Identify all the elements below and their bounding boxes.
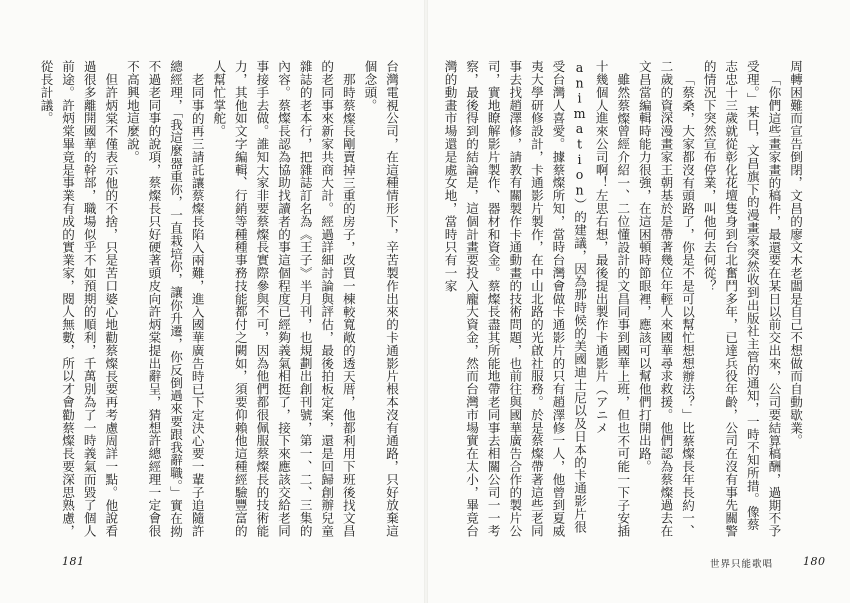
left-paragraph-3: 老同事的再三請託讓蔡燦長陷入兩難，進入國華廣告時已下定決心要一輩子追隨許總經理，「我這麼器重你，一直栽培你，讓你升遷，你反倒過來要跟我辭職。」實在拗不過老同事的說項，蔡燦長只好硬著頭皮向許炳棠提出辭呈，猜想許總經理一定會很不高興地這麼說。: [124, 60, 205, 538]
right-paragraph-4: 雖然蔡燦曾經介紹一、二位懂設計的文昌同事到國華上班，但也不可能一下子安插十幾個人進來公司啊！左思右想，最後提出製作卡通影片（アニメanimation）的建議，因為那時候的美國迪士尼以及日本的卡通影片很受台灣人喜愛。據蔡燦所知，當時台灣會做卡通影片的只有趙澤修一人，他曾到夏威夷大學研修設計，卡通影片製作，在中山北路的光啟社服務。於是蔡燦帶著這些老同事去找趙澤修，請教有關製作卡通動畫的技術問題，也前往與國華廣告合作的製片公司，實地瞭解影片製作、器材和資金。蔡燦長盡其所能地帶老同事去相關公司一一考察，最後得到的結論是，這個計畫要投入龐大資金，然而台灣市場實在太小，畢竟台灣的動畫市場還是處女地，當時只有一家: [442, 60, 631, 538]
running-head: 世界只能歌唱: [710, 559, 774, 570]
right-paragraph-2: 「你們這些畫家畫的稿件，最還要在某日以前交出來，公司要結算稿酬，過期不予受理。」某日，文昌旗下的漫畫家突然收到出版社主管的通知，一時不知所措。像蔡志忠十三歲就從彰化花壇隻身到台北奮鬥多年，已達兵役年齡，公司在沒有事先關警的情況下突然宣布停業，叫他何去何從？: [701, 60, 782, 538]
right-page: [428, 0, 850, 603]
left-paragraph-2: 那時蔡燦長剛賣掉三重的房子，改買一棟較寬敞的透天厝，他都利用下班後找文昌的老同事來新家共商大計。經過詳細討論與評估，最後拍板定案，還是回歸創辦兒童雜誌的老本行，把雜誌訂名為《王子》半月刊，也規劃出創刊號，第一、二、三集的內容。蔡燦長認為協助找讀者的事這個程度已經夠義氣相挺了，接下來應該交給老同事接手去做。誰知大家非要蔡燦長實際參與不可，因為他們都很佩服蔡燦長的技術能力，其他如文字編輯、行銷等種種事務技能都付之闕如，須要仰賴他這種經驗豐富的人幫忙掌舵。: [211, 60, 356, 538]
right-paragraph-3: 「蔡桑，大家都沒有頭路了，你是不是可以幫忙想想辦法？」比蔡燦長年長約一、二歲的資深漫畫家王朝基於是帶著幾位年輕人來國華尋求救援。他們認為蔡燦過去在文昌當編輯時能力很強，在這困頓時節眼裡，應該可以幫他們打開出路。: [636, 60, 696, 538]
right-page-body: [442, 60, 806, 540]
left-paragraph-1: 台灣電視公司，在這種情形下，辛苦製作出來的卡通影片根本沒有通路，只好放棄這個念頭。: [362, 60, 399, 538]
left-page-body: [38, 60, 402, 540]
right-paragraph-1: 周轉困難而宣告倒閉，文昌的廖文木老闆是自己不想做而自動歇業。: [788, 60, 803, 447]
left-page-number: 181: [62, 555, 85, 568]
left-paragraph-4: 但許炳棠不僅表示他的不捨，只是苦口婆心地勸蔡燦長要再考慮周詳一點。他說看過很多離開國華的幹部，職場似乎不如預期的順利，千萬別為了一時義氣而毀了個人前途。許炳棠畢竟是事業有成的實業家，閱人無數，所以才會勸蔡燦長要深思熟慮，從長計議。: [38, 60, 119, 538]
right-page-number: 180: [803, 555, 826, 568]
left-page: [0, 0, 424, 603]
